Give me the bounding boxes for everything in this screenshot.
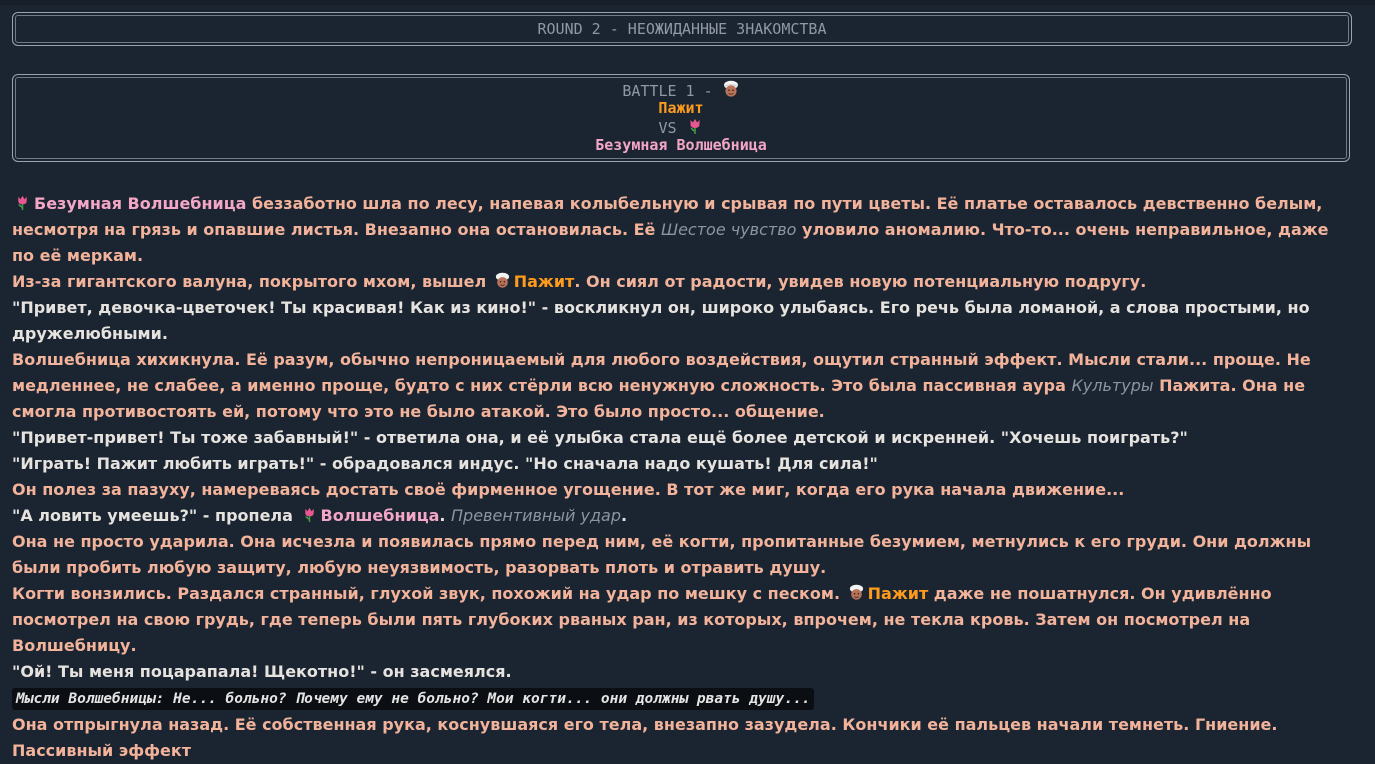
dialogue-text: . [439,506,452,525]
dialogue-text: "А ловить умеешь?" - пропела [12,506,299,525]
round-header [12,12,1352,46]
vs-label: VS [658,119,677,137]
dialogue-line: "Играть! Пажит любить играть!" - обрадовался индус. "Но сначала надо кушать! Для сила!" [12,454,878,473]
skill-name: Шестое чувство [660,220,797,239]
man-with-turban-emoji-icon [494,272,511,289]
fighter2-mention: Безумная Волшебница [34,194,247,213]
tulip-emoji-icon [686,117,704,135]
narration-text: даже не пошатнулся. Он удивлённо посмотрел на свою грудь, где теперь были пять глубоких рваных ран, из которых, впрочем, не текла кровь. Затем он посмотрел на Волшебницу. [12,584,1272,655]
story-paragraph [12,581,1352,659]
battle-header [12,74,1350,162]
story-paragraph: Она не просто ударила. Она исчезла и появилась прямо перед ним, её когти, пропитанные безумием, метнулись к его груди. Они должны были пробить любую защиту, любую неуязвимость, разорвать плоть и отравить душу. [12,532,1312,577]
narration-text: . Он сиял от радости, увидев новую потенциальную подругу. [574,272,1147,291]
story-paragraph [12,191,1352,269]
fighter2-name: Безумная Волшебница [595,135,767,154]
battle-story [12,191,1352,764]
skill-name: Культуры [1071,376,1154,395]
narration-text: Из-за гигантского валуна, покрытого мхом, вышел [12,272,492,291]
man-with-turban-emoji-icon [848,584,865,601]
story-paragraph: Она отпрыгнула назад. Её собственная рука, коснувшаяся его тела, внезапно зазудела. Кончики её пальцев начали темнеть. Гниение. Пассивный эффект [12,715,1278,760]
tulip-emoji-icon [301,506,318,523]
narration-text: уловило аномалию. Что-то... очень неправильное, даже по её меркам. [12,220,1329,265]
story-paragraph: Он полез за пазуху, намереваясь достать своё фирменное угощение. В тот же миг, когда его рука начала движение... [12,480,1125,499]
fighter1-mention: Пажит [867,584,929,603]
round-title: ROUND 2 - НЕОЖИДАННЫЕ ЗНАКОМСТВА [537,20,827,38]
battle-label: BATTLE 1 - [622,82,713,100]
man-with-turban-emoji-icon [722,80,740,98]
dialogue-line: "Привет, девочка-цветочек! Ты красивая! Как из кино!" - воскликнул он, широко улыбаясь. Его речь была ломаной, а слова простыми, но дружелюбными. [12,298,1310,343]
dialogue-text: . [621,506,628,525]
top-strip [0,0,1375,5]
dialogue-line [12,503,1352,529]
story-paragraph [12,347,1352,425]
dialogue-line: "Привет-привет! Ты тоже забавный!" - ответила она, и её улыбка стала ещё более детской и искренней. "Хочешь поиграть?" [12,428,1188,447]
tulip-emoji-icon [14,194,31,211]
dialogue-line: "Ой! Ты меня поцарапала! Щекотно!" - он засмеялся. [12,662,512,681]
fighter2-mention: Волшебница [320,506,440,525]
thought-line [12,685,1352,712]
skill-name: Превентивный удар [451,506,621,525]
narration-text: Пажита. Она не смогла противостоять ей, потому что это не было атакой. Это было просто... общение. [12,376,1306,421]
narration-text: беззаботно шла по лесу, напевая колыбельную и срывая по пути цветы. Её платье оставалось девственно белым, несмотря на грязь и опавшие листья. Внезапно она остановилась. Её [12,194,1323,239]
story-paragraph [12,269,1352,295]
inner-thought-code: Мысли Волшебницы: Не... больно? Почему ему не больно? Мои когти... они должны рвать душу... [12,688,814,710]
fighter1-mention: Пажит [513,272,575,291]
narration-text: Волшебница хихикнула. Её разум, обычно непроницаемый для любого воздействия, ощутил странный эффект. Мысли стали... проще. Не медленнее, не слабее, а именно проще, будто с них стёрли всю ненужную сложность. Это была пассивная аура [12,350,1311,395]
fighter1-name: Пажит [658,98,704,117]
narration-text: Когти вонзились. Раздался странный, глухой звук, похожий на удар по мешку с песком. [12,584,846,603]
